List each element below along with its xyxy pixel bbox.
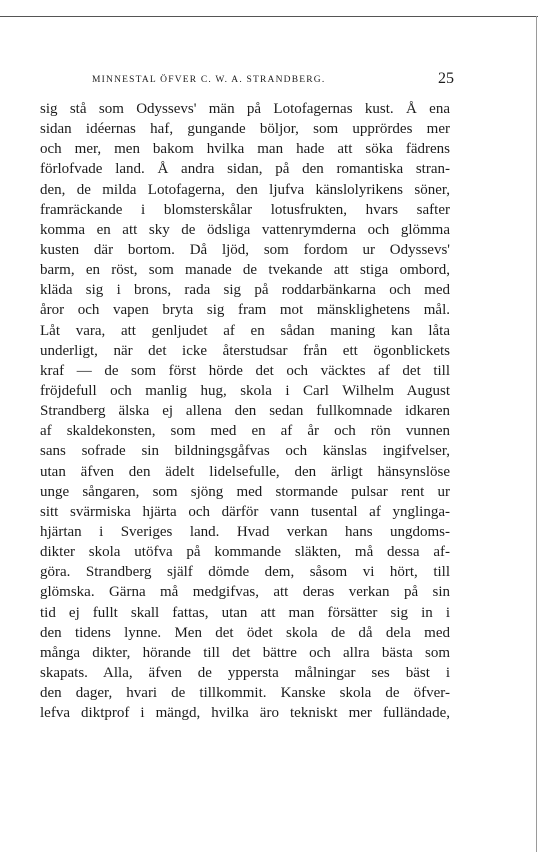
page-edge xyxy=(536,16,537,852)
text-line: glömska. Gärna må medgifvas, att deras verkan på sin xyxy=(40,584,450,601)
text-line: skapats. Alla, äfven de yppersta målningar ses bäst i xyxy=(40,664,450,681)
text-line: Låt vara, att genljudet af en sådan maning kan låta xyxy=(40,322,450,339)
text-line: åror och vapen bryta sig fram mot mänsklighetens mål. xyxy=(40,302,450,319)
text-line: barm, en röst, som manade de tvekande att stiga ombord, xyxy=(40,262,450,279)
text-line: tid ej fullt skall fattas, utan att man försätter sig in i xyxy=(40,604,450,621)
text-line: sig stå som Odyssevs' män på Lotofagernas kust. Å ena xyxy=(40,101,450,117)
text-line: Strandberg älska ej allena den sedan fullkomnade idkaren xyxy=(40,403,450,420)
text-line: sidan idéernas haf, gungande böljor, som upprördes mer xyxy=(40,121,450,138)
text-line: och mer, men bakom hvilka man hade att söka fädrens xyxy=(40,141,450,158)
text-line: många dikter, hörande till det bättre och allra bästa som xyxy=(40,644,450,661)
text-line: göra. Strandberg själf dömde dem, såsom vi hört, till xyxy=(40,564,450,581)
page-number: 25 xyxy=(438,70,454,87)
text-line: kraf — de som först hörde det och väcktes af det till xyxy=(40,362,450,379)
text-line: af skaldekonsten, som med en af år och rön vunnen xyxy=(40,423,450,440)
text-line: hjärtan i Sveriges land. Hvad verkan hans ungdoms- xyxy=(40,523,450,540)
text-line: komma en att sky de ödsliga vattenrymderna och glömma xyxy=(40,221,450,238)
text-line: förlofvade land. Å andra sidan, på den romantiska stran- xyxy=(40,161,450,178)
text-line: fröjdefull och manlig hug, skola i Carl Wilhelm August xyxy=(40,382,450,399)
text-line: sans sofrade sin bildningsgåfvas och känslas ingifvelser, xyxy=(40,443,450,460)
text-line: utan äfven den ädelt lidelsefulle, den ärligt hänsynslöse xyxy=(40,463,450,480)
top-rule xyxy=(0,16,538,17)
text-line: sitt svärmiska hjärta och därför vann tusental af ynglinga- xyxy=(40,503,450,520)
text-line: kläda sig i brons, rada sig på roddarbänkarna och med xyxy=(40,282,450,299)
text-line: den dager, hvari de tillkommit. Kanske skola de öfver- xyxy=(40,685,450,702)
text-line: underligt, när det icke återstudsar från ett ögonblickets xyxy=(40,342,450,359)
text-line: den, de milda Lotofagerna, den ljufva känslolyrikens söner, xyxy=(40,181,450,198)
running-head: MINNESTAL ÖFVER C. W. A. STRANDBERG. xyxy=(92,75,326,85)
text-line: framräckande i blomsterskålar lotusfrukten, hvars safter xyxy=(40,201,450,218)
page-header xyxy=(92,70,454,92)
text-line: den tidens lynne. Men det ödet skola de då dela med xyxy=(40,624,450,641)
text-line: unge sångaren, som sjöng med stormande pulsar rent ur xyxy=(40,483,450,500)
text-line: dikter skola utöfva på kommande släkten, må dessa af- xyxy=(40,544,450,561)
body-text xyxy=(40,99,450,723)
text-line: kusten där bortom. Då ljöd, som fordom ur Odyssevs' xyxy=(40,241,450,258)
text-line: lefva diktprof i mängd, hvilka äro tekniskt mer fulländade, xyxy=(40,705,450,722)
